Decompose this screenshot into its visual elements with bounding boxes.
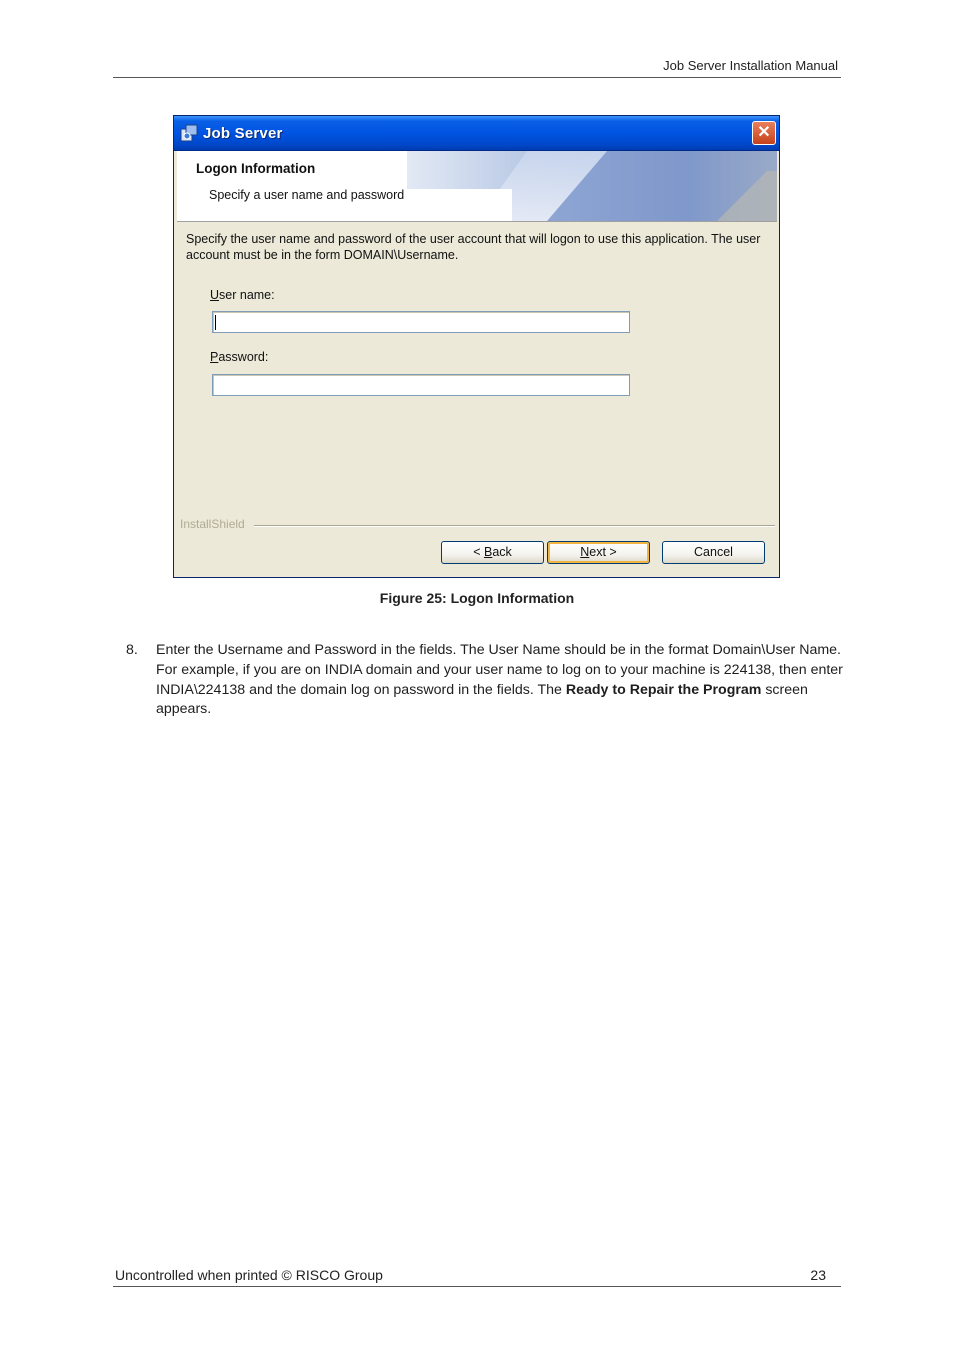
user-name-label [210,288,275,302]
user-name-label-text: ser name: [219,288,275,302]
password-input[interactable] [212,374,630,396]
next-accelerator: N [580,545,590,559]
job-server-dialog [173,115,780,578]
close-icon: ✕ [757,124,771,141]
dialog-banner [177,151,777,222]
installshield-label: InstallShield [180,517,245,531]
back-button[interactable] [441,541,544,564]
password-accelerator: P [210,350,219,364]
step-text-part-1: Enter the Username and Password in the fields. The User Name should be in the format Domain\User Name. For example, if you are on INDIA domain and your user name to log on to your machine is 224138, then enter INDIA\224138 and the domain log on password in the fields. The [156,642,843,698]
figure-caption: Figure 25: Logon Information [379,590,575,606]
banner-title: Logon Information [196,161,316,176]
dialog-title: Job Server [203,125,283,142]
running-header: Job Server Installation Manual [663,58,838,73]
step-number: 8. [126,642,138,658]
header-divider [113,77,841,78]
step-text [156,641,846,720]
step-text-part-2: screen appears. [156,681,808,718]
banner-subtitle: Specify a user name and password [209,188,405,202]
instructions-text: Specify the user name and password of the user account that will logon to use this application. The user account must be in the form DOMAIN\Username. [186,232,761,262]
back-accelerator: B [483,545,493,559]
user-name-accelerator: U [210,288,220,302]
text-caret [215,315,216,330]
next-label: ext > [589,545,617,559]
step-bold-screen-name: Ready to Repair the Program [565,681,762,698]
cancel-button[interactable]: Cancel [662,541,765,564]
footer-notice: Uncontrolled when printed © RISCO Group [115,1267,383,1283]
dialog-body [177,222,777,517]
password-label-text: assword: [218,350,269,364]
next-button[interactable] [547,541,650,564]
user-name-input[interactable] [212,311,630,333]
back-prefix: < [473,545,484,559]
back-label: ack [492,545,512,559]
footer-divider [113,1286,841,1287]
page-number: 23 [810,1267,826,1283]
footer-separator-highlight [254,526,775,527]
password-label [210,350,268,364]
close-button[interactable] [752,121,776,145]
dialog-titlebar[interactable] [174,116,779,151]
installer-icon [179,123,199,143]
